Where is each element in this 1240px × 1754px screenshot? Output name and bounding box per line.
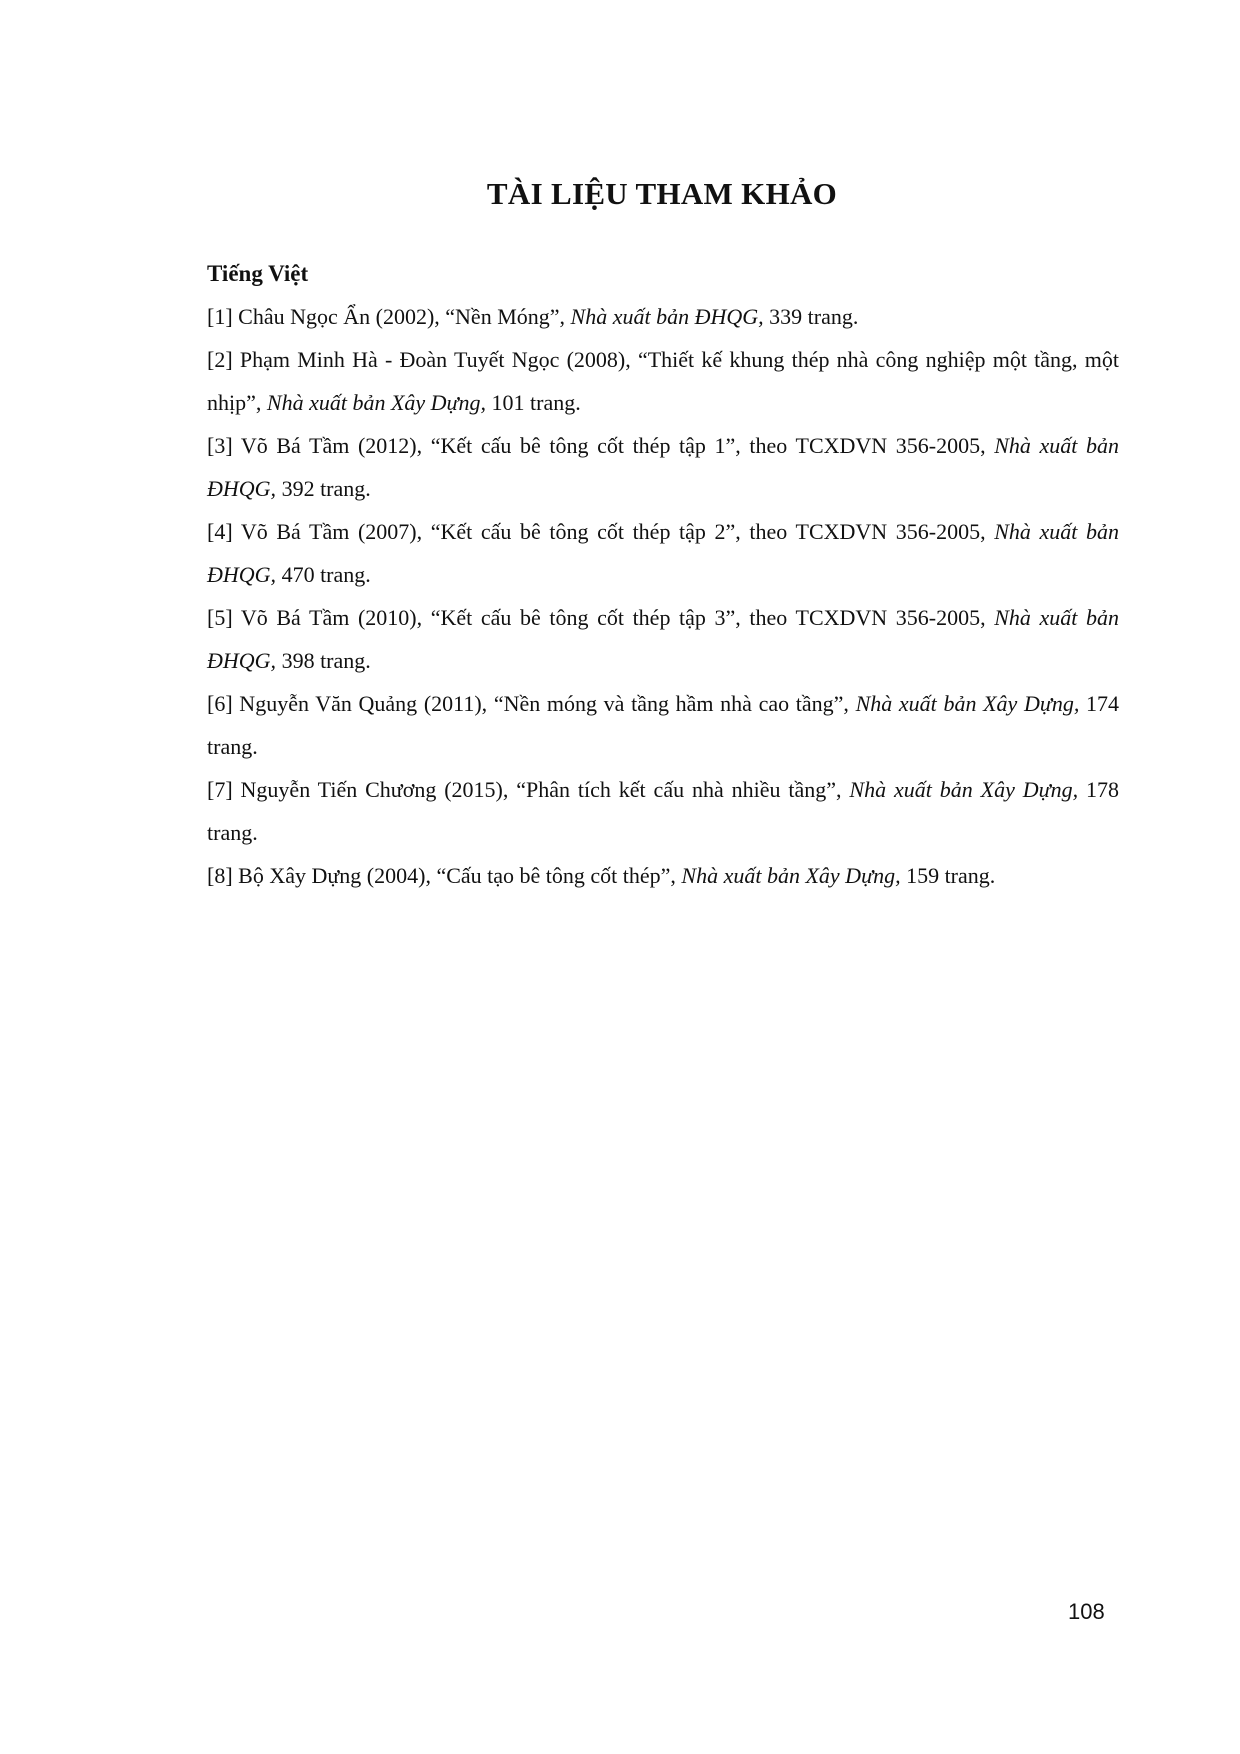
reference-item [207, 768, 1119, 854]
reference-item [207, 424, 1119, 510]
reference-text: [5] Võ Bá Tầm (2010), “Kết cấu bê tông cốt thép tập 3”, theo TCXDVN 356-2005, [207, 605, 995, 630]
reference-text: [1] Châu Ngọc Ẩn (2002), “Nền Móng”, [207, 304, 571, 329]
reference-text: [8] Bộ Xây Dựng (2004), “Cấu tạo bê tông cốt thép”, [207, 863, 682, 888]
reference-publisher: Nhà xuất bản Xây Dựng, [849, 777, 1079, 802]
reference-publisher: Nhà xuất bản Xây Dựng, [681, 863, 901, 888]
reference-publisher: Nhà xuất bản Xây Dựng, [855, 691, 1080, 716]
page-number: 108 [1068, 1599, 1105, 1624]
reference-item [207, 682, 1119, 768]
reference-pages: 174 trang. [207, 691, 1120, 759]
reference-pages: 178 trang. [207, 777, 1120, 845]
reference-list [207, 295, 1119, 897]
reference-text: [2] Phạm Minh Hà - Đoàn Tuyết Ngọc (2008), “Thiết kế khung thép nhà công nghiệp một tầng, một nhịp”, [207, 347, 1119, 415]
reference-publisher: Nhà xuất bản Xây Dựng, [266, 390, 487, 415]
reference-item [207, 510, 1119, 596]
references-section [207, 252, 1119, 897]
reference-item [207, 338, 1119, 424]
reference-item [207, 295, 1119, 338]
reference-publisher: Nhà xuất bản ĐHQG, [570, 304, 764, 329]
reference-pages: 159 trang. [900, 863, 996, 888]
reference-publisher: Nhà xuất bản ĐHQG, [207, 605, 1119, 673]
reference-publisher: Nhà xuất bản ĐHQG, [207, 433, 1119, 501]
reference-publisher: Nhà xuất bản ĐHQG, [207, 519, 1119, 587]
reference-item [207, 854, 1119, 897]
reference-text: [6] Nguyễn Văn Quảng (2011), “Nền móng và tầng hầm nhà cao tầng”, [207, 691, 856, 716]
reference-pages: 470 trang. [276, 562, 371, 587]
reference-pages: 398 trang. [276, 648, 371, 673]
reference-item [207, 596, 1119, 682]
reference-text: [7] Nguyễn Tiến Chương (2015), “Phân tích kết cấu nhà nhiều tầng”, [207, 777, 850, 802]
reference-pages: 339 trang. [763, 304, 859, 329]
page-title: TÀI LIỆU THAM KHẢO [486, 176, 838, 211]
reference-text: [3] Võ Bá Tầm (2012), “Kết cấu bê tông cốt thép tập 1”, theo TCXDVN 356-2005, [207, 433, 995, 458]
reference-text: [4] Võ Bá Tầm (2007), “Kết cấu bê tông cốt thép tập 2”, theo TCXDVN 356-2005, [207, 519, 995, 544]
section-heading: Tiếng Việt [207, 261, 309, 286]
reference-pages: 101 trang. [486, 390, 581, 415]
reference-pages: 392 trang. [276, 476, 371, 501]
